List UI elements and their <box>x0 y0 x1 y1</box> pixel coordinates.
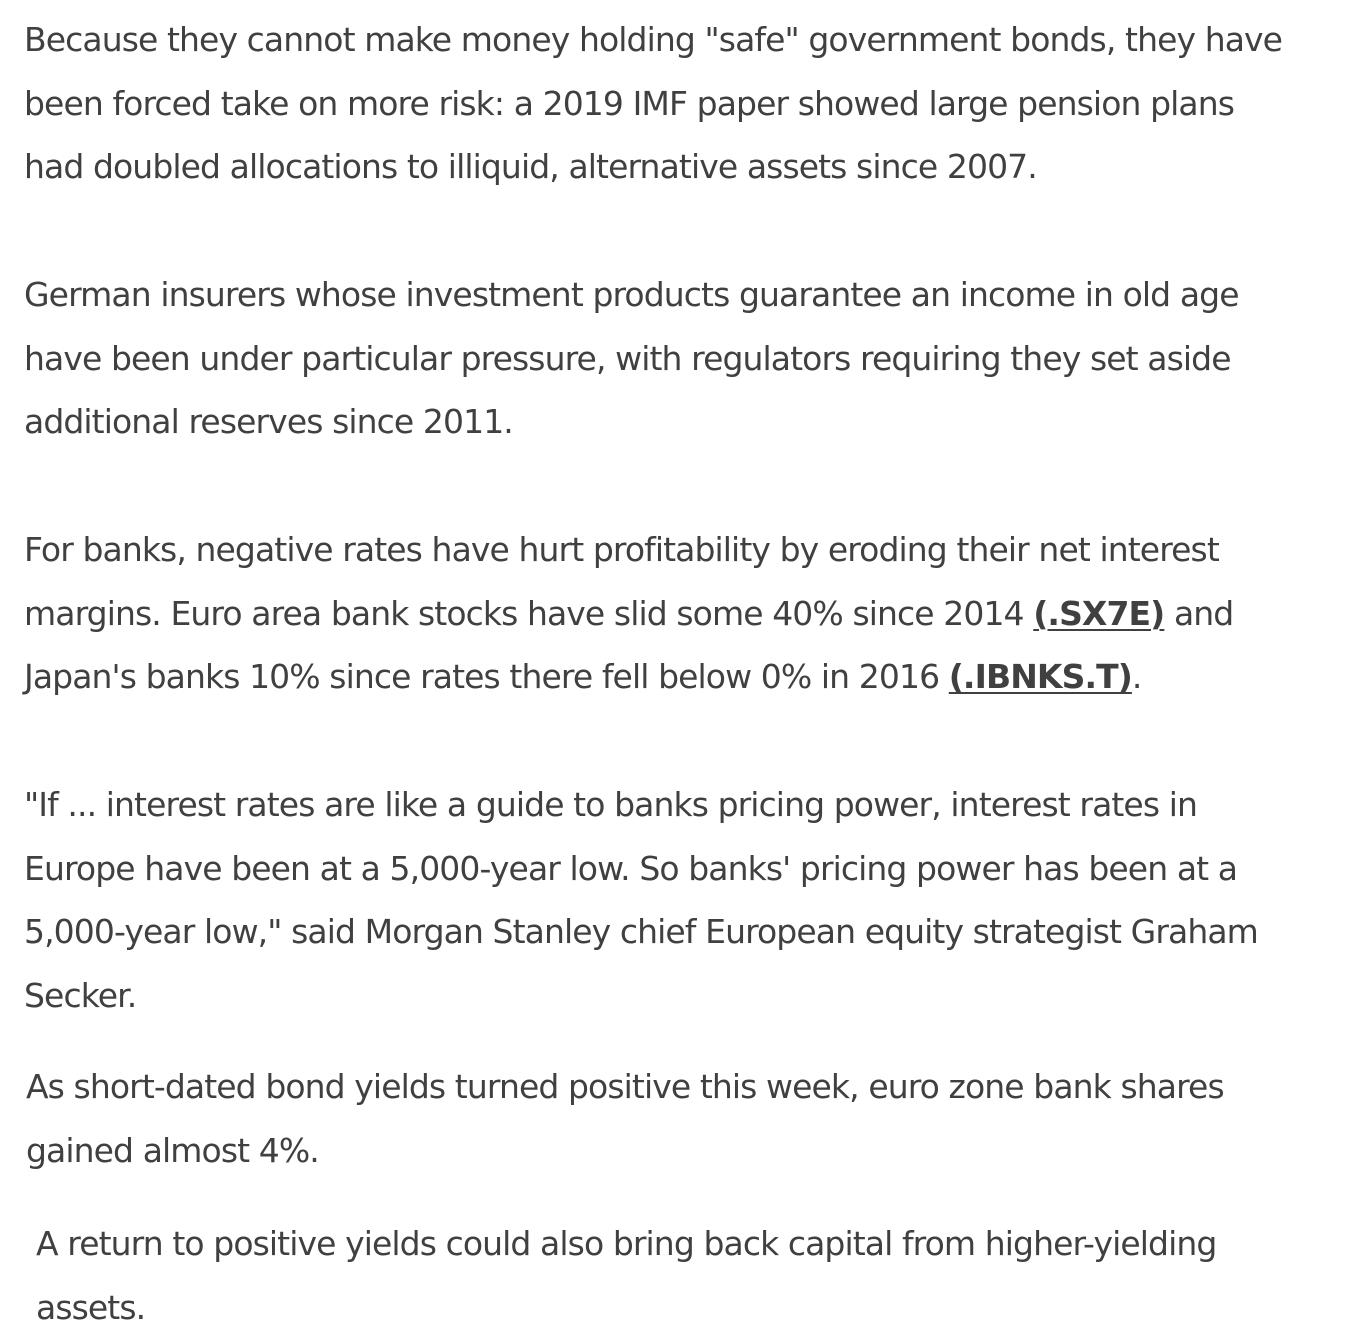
paragraph-morgan-stanley-quote <box>24 773 1258 1028</box>
text-line: additional reserves since 2011. <box>24 402 513 442</box>
text-line: For banks, negative rates have hurt profitability by eroding their net interest <box>24 530 1219 569</box>
text-line <box>24 645 1233 709</box>
text-segment: and <box>1164 593 1234 633</box>
paragraph-bond-yields <box>26 1055 1224 1182</box>
text-line <box>24 582 1233 646</box>
text-line: Because they cannot make money holding "safe" government bonds, they have <box>24 20 1283 59</box>
text-segment: margins. Euro area bank stocks have slid some 40% since 2014 <box>24 593 1034 633</box>
text-line: assets. <box>36 1287 146 1327</box>
paragraph-pension-risk <box>24 8 1282 199</box>
paragraph-banks-profitability <box>24 518 1233 709</box>
ticker-link-ibnks[interactable]: (.IBNKS.T) <box>948 657 1132 697</box>
text-segment: Japan's banks 10% since rates there fell below 0% in 2016 <box>24 657 949 697</box>
text-line: Secker. <box>24 976 137 1016</box>
text-line: German insurers whose investment products guarantee an income in old age <box>24 275 1239 314</box>
text-line: 5,000-year low," said Morgan Stanley chief European equity strategist Graham <box>24 912 1258 952</box>
paragraph-positive-yields <box>36 1212 1216 1339</box>
text-line: gained almost 4%. <box>26 1130 319 1170</box>
text-line: have been under particular pressure, with regulators requiring they set aside <box>24 338 1231 378</box>
text-line: had doubled allocations to illiquid, alternative assets since 2007. <box>24 147 1037 187</box>
ticker-link-sx7e[interactable]: (.SX7E) <box>1033 593 1165 633</box>
text-line: Europe have been at a 5,000-year low. So banks' pricing power has been at a <box>24 848 1238 888</box>
text-line: been forced take on more risk: a 2019 IMF paper showed large pension plans <box>24 83 1235 123</box>
text-segment: . <box>1131 657 1142 697</box>
text-line: A return to positive yields could also bring back capital from higher-yielding <box>36 1224 1217 1263</box>
paragraph-german-insurers <box>24 263 1239 454</box>
text-line: As short-dated bond yields turned positive this week, euro zone bank shares <box>26 1067 1224 1106</box>
text-line: "If ... interest rates are like a guide to banks pricing power, interest rates in <box>24 785 1197 824</box>
